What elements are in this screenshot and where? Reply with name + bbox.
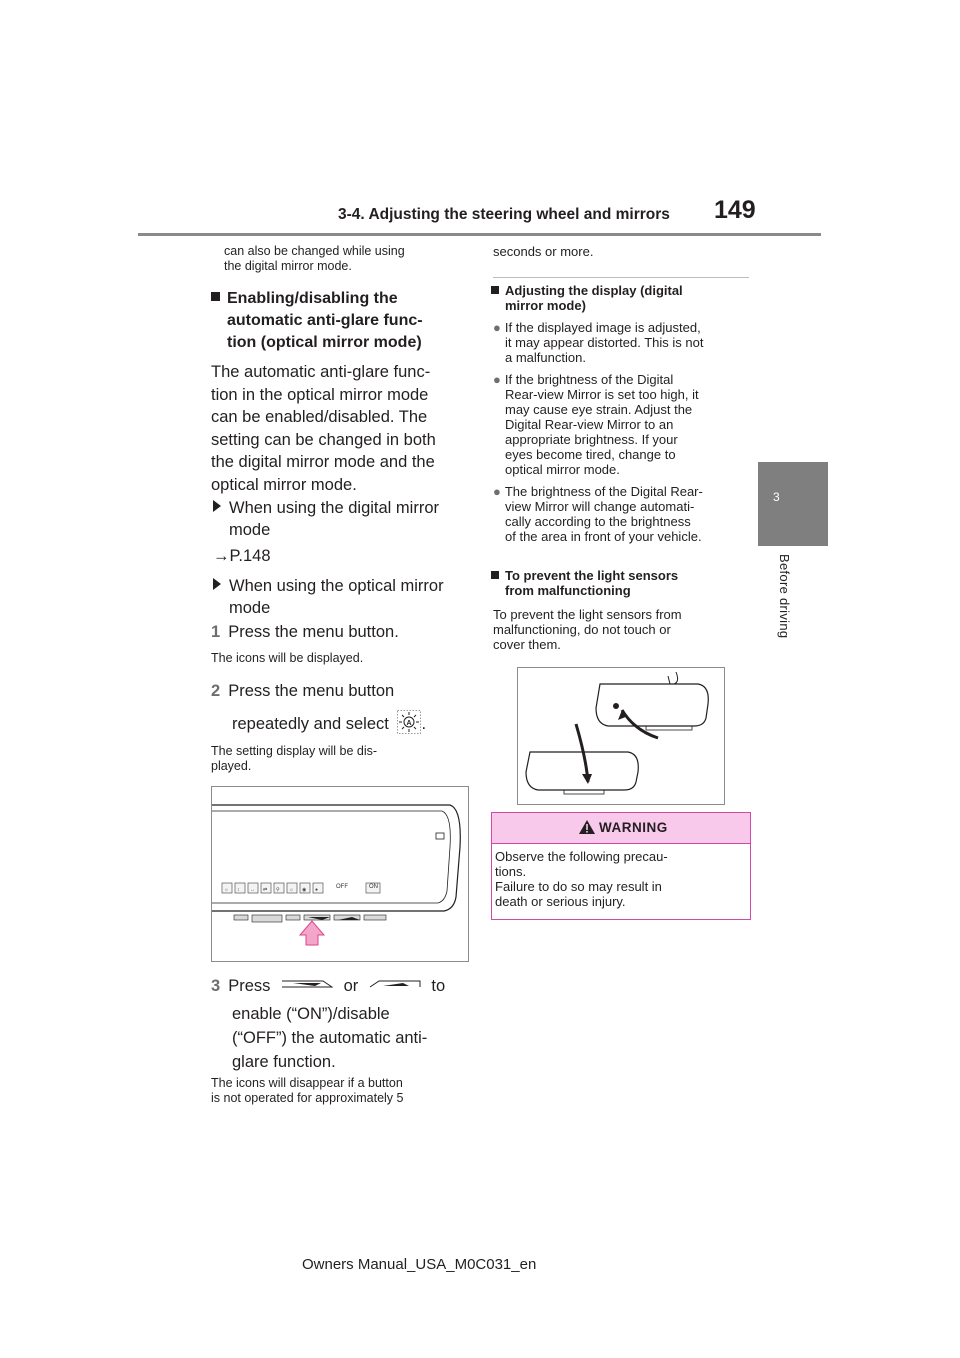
svg-text:◉: ◉ <box>302 887 307 893</box>
warning-triangle-icon <box>578 819 596 840</box>
right-button-icon <box>369 973 421 995</box>
anti-glare-heading: Enabling/disabling the automatic anti-glare func- tion (optical mirror mode) <box>211 288 423 354</box>
bullet-item: ● If the displayed image is adjusted, it may appear distorted. This is not a malfunction. <box>493 320 704 365</box>
page-reference: →P.148 <box>213 547 271 565</box>
svg-text:●: ● <box>315 887 319 893</box>
heading-square-icon <box>491 571 499 579</box>
step-3: 3 Press or to <box>211 973 445 997</box>
off-label: OFF <box>336 884 348 890</box>
chapter-label: Before driving <box>777 554 792 639</box>
svg-text:⇄: ⇄ <box>263 887 268 893</box>
continuation-text: seconds or more. <box>493 244 594 259</box>
sensor-heading: To prevent the light sensors from malfunctioning <box>491 568 678 598</box>
warning-title: WARNING <box>599 820 668 835</box>
chapter-number: 3 <box>773 490 780 504</box>
adjust-display-bullets <box>493 320 753 544</box>
svg-text:↔: ↔ <box>250 887 255 893</box>
step-1: 1 Press the menu button. <box>211 623 399 641</box>
menu-icon-bar <box>234 915 386 922</box>
intro-text: can also be changed while using the digital mirror mode. <box>224 244 405 273</box>
heading-square-icon <box>211 292 220 301</box>
triangle-bullet-icon <box>213 500 221 512</box>
warning-box <box>491 812 751 920</box>
bullet-item: ● The brightness of the Digital Rear- view Mirror will change automati- cally according to the brightness of the area in front of your vehicle. <box>493 484 703 544</box>
step-2-note: The setting display will be dis- played. <box>211 744 378 773</box>
warning-body: Observe the following precau- tions. Failure to do so may result in death or serious injury. <box>495 849 668 909</box>
manual-footer: Owners Manual_USA_M0C031_en <box>302 1256 537 1273</box>
chapter-tab <box>758 462 828 546</box>
light-sensor-illustration <box>517 667 725 805</box>
section-title: 3-4. Adjusting the steering wheel and mirrors <box>338 206 670 223</box>
digital-mirror-item: When using the digital mirror mode <box>213 497 439 541</box>
adjust-display-heading: Adjusting the display (digital mirror mode) <box>491 283 683 313</box>
svg-text:⚲: ⚲ <box>276 887 280 893</box>
header-rule <box>138 233 821 236</box>
anti-glare-body: The automatic anti-glare func- tion in the optical mirror mode can be enabled/disabled. The setting can be changed in both the digital mirror mode and the optical mirror mode. <box>211 363 436 494</box>
svg-text:↕: ↕ <box>237 887 240 893</box>
left-button-icon <box>281 973 333 995</box>
auto-brightness-icon <box>397 710 421 740</box>
section-divider <box>493 277 749 278</box>
step-2: 2 Press the menu button <box>211 682 395 700</box>
step-2-line2: repeatedly and select A . <box>232 710 426 740</box>
mirror-menu-illustration <box>211 786 469 962</box>
heading-square-icon <box>491 286 499 294</box>
on-label: ON <box>369 884 378 890</box>
svg-text:☼: ☼ <box>224 887 229 893</box>
step-3-body: enable (“ON”)/disable (“OFF”) the automatic anti- glare function. <box>232 1005 428 1071</box>
triangle-bullet-icon <box>213 578 221 590</box>
sensor-body: To prevent the light sensors from malfunctioning, do not touch or cover them. <box>493 607 682 652</box>
step-3-note: The icons will disappear if a button is not operated for approximately 5 <box>211 1076 404 1105</box>
svg-text:A: A <box>406 720 412 727</box>
warning-header <box>492 813 750 844</box>
optical-mirror-item: When using the optical mirror mode <box>213 575 444 619</box>
step-1-note: The icons will be displayed. <box>211 651 364 665</box>
bullet-item: ● If the brightness of the Digital Rear-view Mirror is set too high, it may cause eye strain. Adjust the Digital Rear-view Mirror to an appropriate brightness. If your eyes become tired, change to optical mirror mode. <box>493 372 699 477</box>
page-number: 149 <box>714 196 756 224</box>
svg-text:☼: ☼ <box>289 887 294 893</box>
